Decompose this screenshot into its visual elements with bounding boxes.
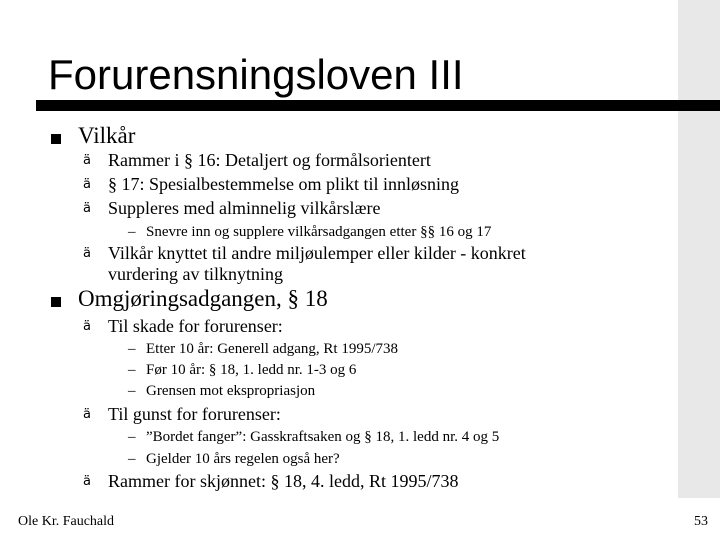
decorative-stripe: [678, 0, 720, 498]
square-bullet-icon: [51, 134, 61, 144]
dash-bullet-icon: –: [128, 429, 136, 445]
dash-bullet-icon: –: [128, 224, 136, 240]
item-vilkar: Vilkår: [78, 123, 136, 148]
item-rammer-skjonn: Rammer for skjønnet: § 18, 4. ledd, Rt 1995/738: [108, 471, 459, 491]
item-knyttet-line2: vurdering av tilknytning: [108, 264, 283, 284]
item-bordet: ”Bordet fanger”: Gasskraftsaken og § 18, 1. ledd nr. 4 og 5: [146, 429, 500, 445]
item-s17: § 17: Spesialbestemmelse om plikt til innløsning: [108, 174, 459, 194]
item-snevre: Snevre inn og supplere vilkårsadgangen etter §§ 16 og 17: [146, 224, 492, 240]
sub-bullet-icon: ä: [83, 474, 91, 489]
item-etter10: Etter 10 år: Generell adgang, Rt 1995/738: [146, 341, 399, 357]
sub-bullet-icon: ä: [83, 153, 91, 168]
title-rule: [36, 100, 720, 111]
dash-bullet-icon: –: [128, 383, 136, 399]
item-grensen: Grensen mot ekspropriasjon: [146, 383, 316, 399]
dash-bullet-icon: –: [128, 362, 136, 378]
sub-bullet-icon: ä: [83, 319, 91, 334]
page-number: 53: [694, 514, 708, 529]
dash-bullet-icon: –: [128, 451, 136, 467]
item-suppleres: Suppleres med alminnelig vilkårslære: [108, 198, 381, 218]
footer-author: Ole Kr. Fauchald: [18, 514, 115, 529]
dash-bullet-icon: –: [128, 341, 136, 357]
item-for10: Før 10 år: § 18, 1. ledd nr. 1-3 og 6: [146, 362, 357, 378]
sub-bullet-icon: ä: [83, 407, 91, 422]
sub-bullet-icon: ä: [83, 201, 91, 216]
sub-bullet-icon: ä: [83, 177, 91, 192]
item-til-gunst: Til gunst for forurenser:: [108, 404, 281, 424]
slide-title: Forurensningsloven III: [48, 51, 464, 98]
item-omgjoring: Omgjøringsadgangen, § 18: [78, 286, 328, 311]
item-til-skade: Til skade for forurenser:: [108, 316, 283, 336]
square-bullet-icon: [51, 297, 61, 307]
item-rammer-16: Rammer i § 16: Detaljert og formålsorientert: [108, 150, 431, 170]
item-knyttet-line1: Vilkår knyttet til andre miljøulemper eller kilder - konkret: [108, 243, 526, 263]
sub-bullet-icon: ä: [83, 246, 91, 261]
item-gjelder: Gjelder 10 års regelen også her?: [146, 451, 340, 467]
